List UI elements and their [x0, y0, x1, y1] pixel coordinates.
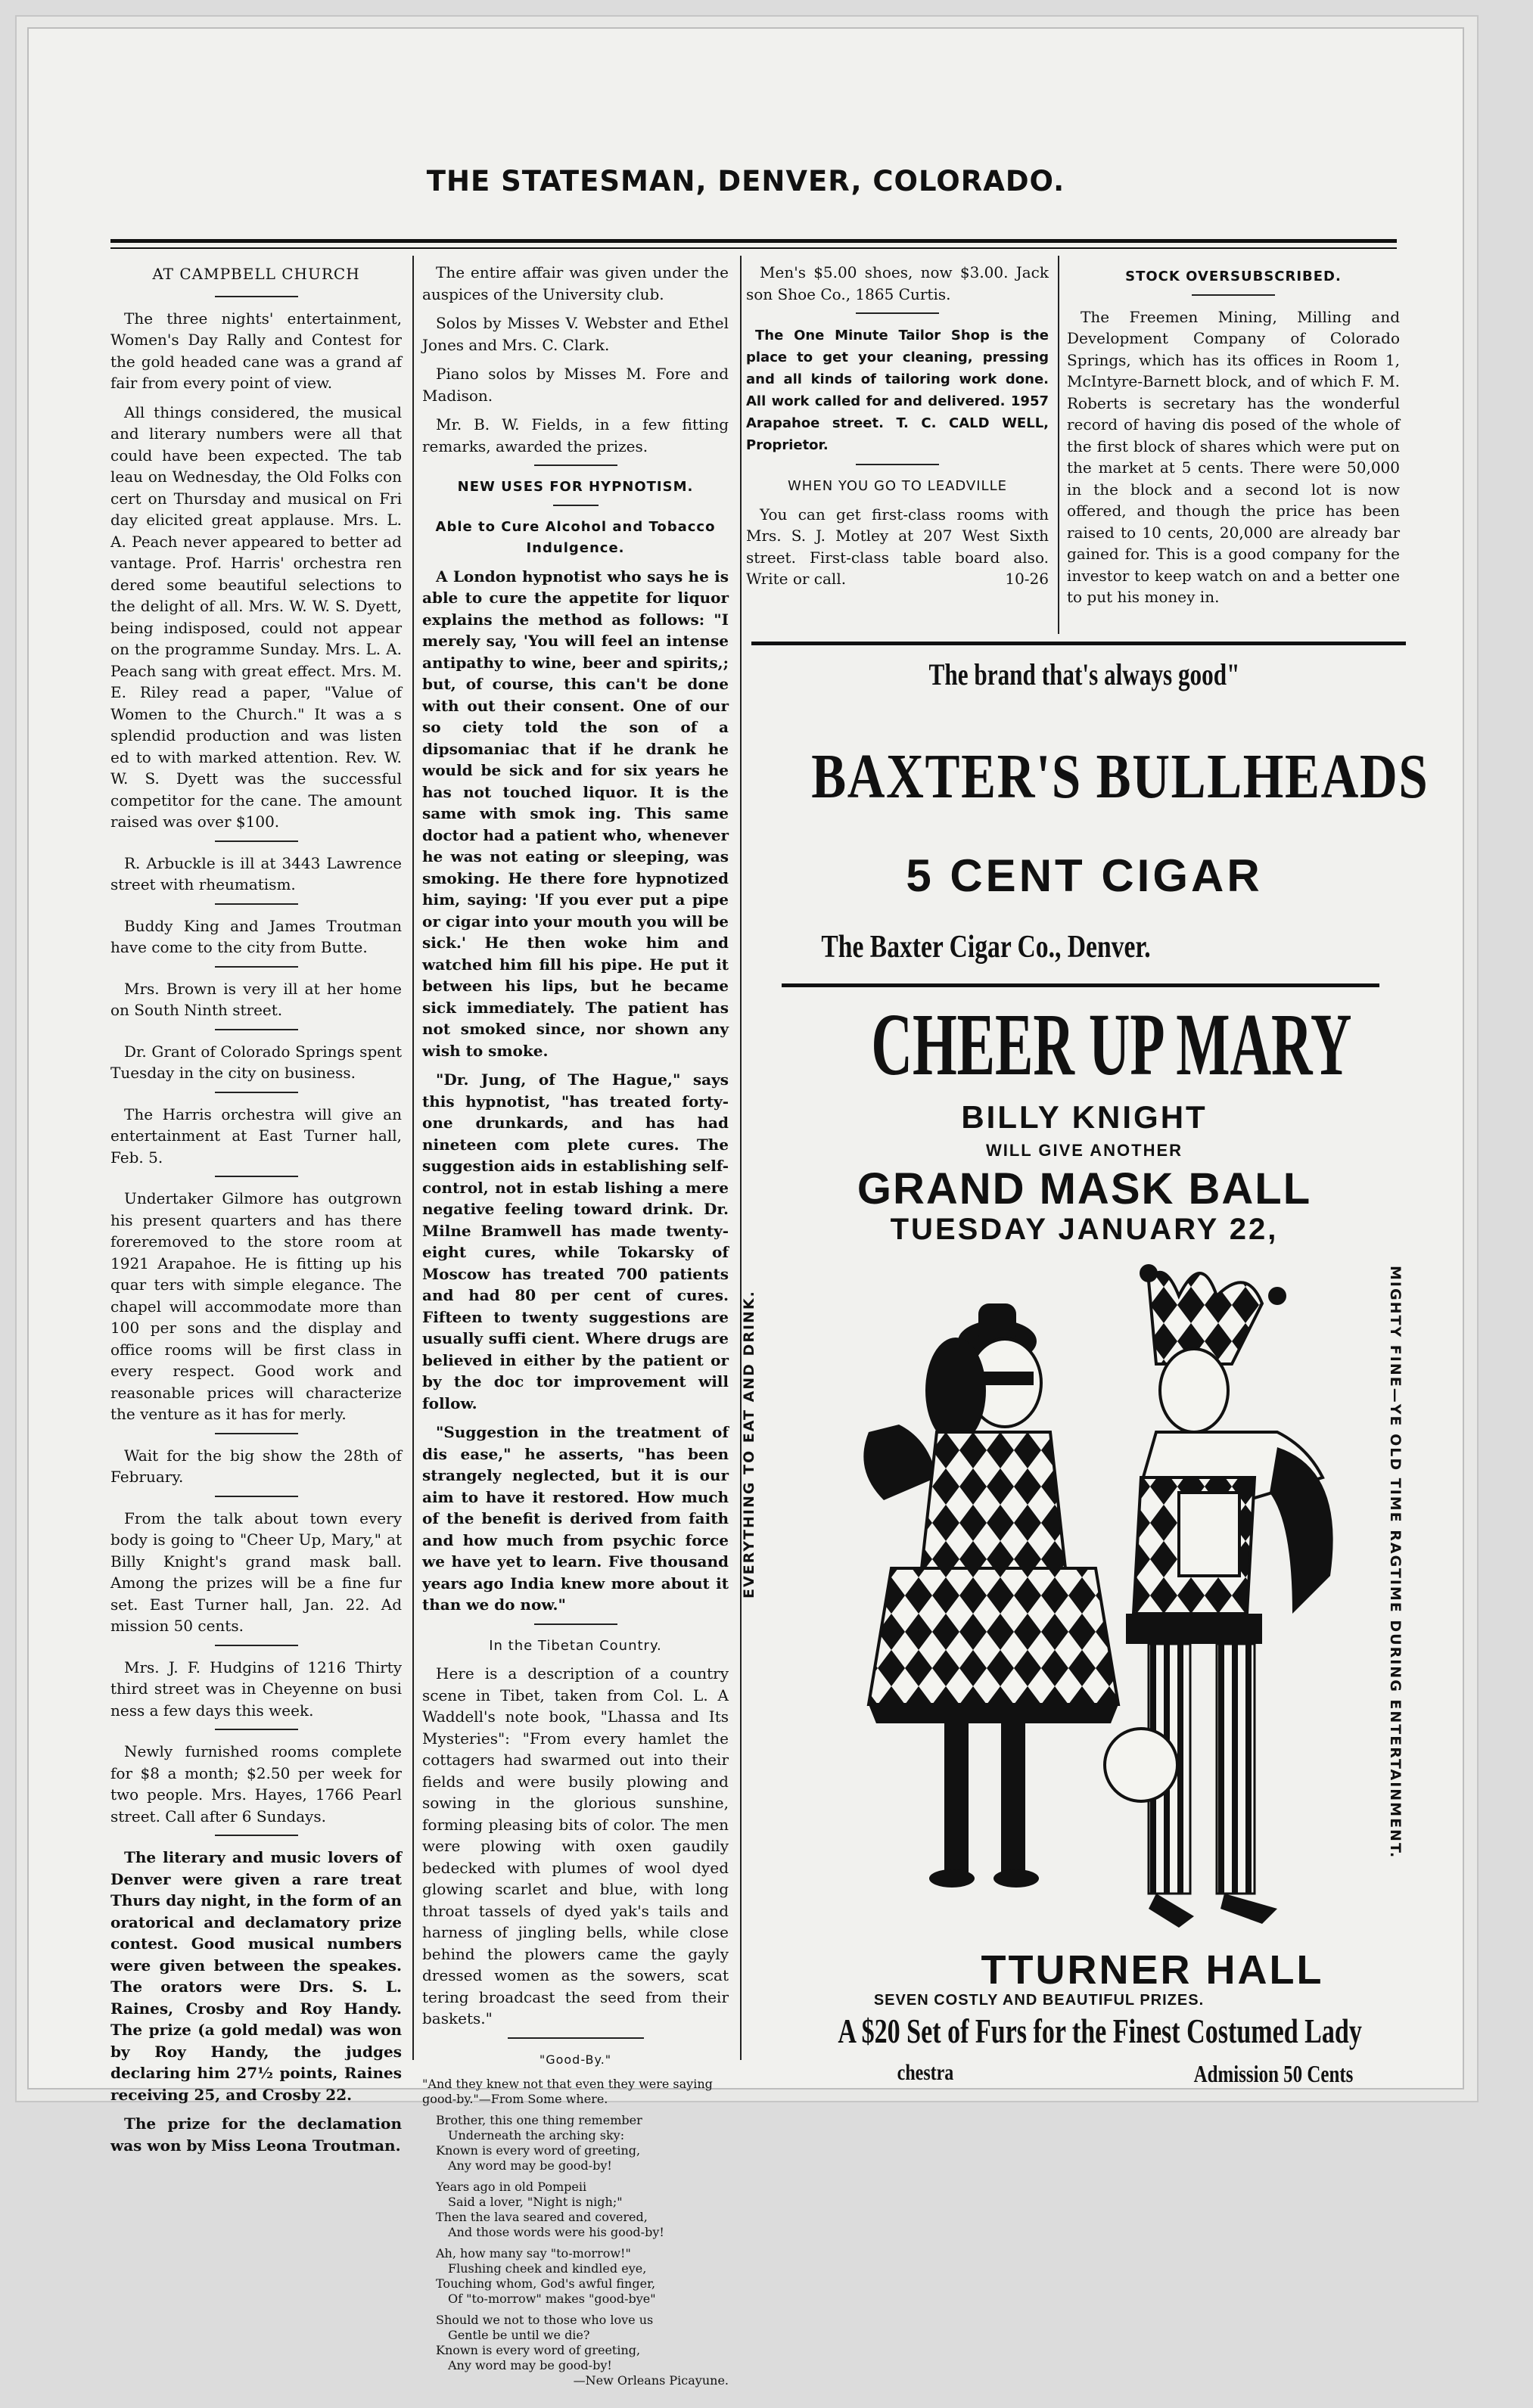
paragraph: The literary and music lovers of Denver were given a rare treat Thurs day night, in the form of an oratorical and declamatory prize contest. Good musical numbers were given between the speakes. The orators were Drs. S. L. Raines, Crosby and Roy Handy. The prize (a gold medal) was won by Roy Handy, the judges declaring him 27½ points, Raines receiving 25, and Crosby 22.	[110, 1848, 402, 2104]
ad-rule	[782, 983, 1379, 987]
column-4	[1067, 262, 1400, 616]
poem-source: —New Orleans Picayune.	[573, 2373, 729, 2388]
paragraph: Mr. B. W. Fields, in a few fitting remarks, awarded the prizes.	[422, 415, 729, 455]
column-1	[110, 262, 402, 2164]
poem-line: And those words were his good-by!	[448, 2225, 664, 2239]
separator	[215, 1029, 298, 1030]
paragraph: Newly furnished rooms complete for $8 a month; $2.50 per week for two people. Mrs. Hayes, 1766 Pearl street. Call after 6 Sundays.	[110, 1742, 402, 1825]
column-rule-1	[412, 256, 414, 2060]
separator	[215, 1496, 298, 1497]
poem-line: Gentle be until we die?	[448, 2328, 590, 2342]
ad-orchestra: chestra	[897, 2060, 954, 2085]
separator	[856, 464, 939, 465]
paragraph: Mrs. Brown is very ill at her home on South Ninth street.	[110, 979, 402, 1019]
paragraph: Dr. Grant of Colorado Springs spent Tuesday in the city on business.	[110, 1042, 402, 1082]
paragraph: R. Arbuckle is ill at 3443 Lawrence street with rheumatism.	[110, 853, 402, 893]
cigar-tagline: The brand that's always good"	[928, 657, 1240, 691]
separator	[215, 1433, 298, 1434]
separator	[215, 1835, 298, 1836]
article-heading: STOCK OVERSUBSCRIBED.	[1125, 269, 1342, 284]
article-heading: WHEN YOU GO TO LEADVILLE	[787, 478, 1007, 494]
poem-stanza	[422, 2313, 729, 2388]
paragraph: The three nights' entertainment, Women's Day Rally and Contest for the gold headed cane was a grand af fair from every point of view.	[110, 309, 402, 392]
column-3	[746, 262, 1049, 598]
separator	[215, 1729, 298, 1730]
paragraph: All things considered, the musical and literary numbers were all that could have been expected. The tab leau on Wednesday, the Old Folks con cert on Thursday and musical on Fri day elicited great applause. Mrs. L. A. Peach never appeared to better ad vantage. Prof. Harris' orchestra ren dered some beautiful selections to the delight of all. Mrs. W. W. S. Dyett, being indisposed, could not appear on the programme Sunday. Mrs. L. A. Peach sang with great effect. Mrs. M. E. Riley read a paper, "Value of Women to the Church." It was a s splendid production and was listen ed to with marked attention. Rev. W. W. S. Dyett was the successful competitor for the cane. The amount raised was over $100.	[110, 402, 402, 831]
separator	[215, 1092, 298, 1093]
separator	[215, 903, 298, 905]
poem-line: Brother, this one thing remember	[436, 2113, 642, 2127]
paragraph: Wait for the big show the 28th of February.	[110, 1446, 402, 1486]
separator	[215, 1176, 298, 1177]
vertical-right-text: MIGHTY FINE—YE OLD TIME RAGTIME DURING ENTERTAINMENT.	[1387, 1266, 1404, 1860]
masthead-rule-thin	[110, 247, 1397, 249]
poem-title: "Good-By."	[539, 2052, 612, 2067]
column-rule-2	[740, 256, 742, 2060]
paragraph: Undertaker Gilmore has outgrown his present quarters and has there foreremoved to the store room at 1921 Arapahoe. He is fitting up his quar ters with simple elegance. The chapel will accommodate more than 100 per sons and the display and office rooms will be first class in every respect. Good work and reasonable prices will characterize the venture as it has for merly.	[110, 1189, 402, 1423]
article-subheading: Able to Cure Alcohol and Tobacco Indulgence.	[435, 518, 716, 556]
separator	[215, 1645, 298, 1646]
paragraph: "Suggestion in the treatment of dis ease," he asserts, "has been strangely neglected, but it is our aim to have it restored. How much of the benefit is derived from faith and how much from psychic force we have yet to learn. Five thousand years ago India knew more about it than we do now."	[422, 1423, 729, 1614]
ad-host: BILLY KNIGHT	[961, 1099, 1208, 1135]
poem-line: Years ago in old Pompeii	[436, 2180, 587, 2194]
separator	[553, 505, 599, 506]
poem-line: Then the lava seared and covered,	[436, 2210, 648, 2224]
separator	[215, 840, 298, 842]
ad-event: GRAND MASK BALL	[857, 1164, 1312, 1213]
cigar-product: 5 CENT CIGAR	[906, 850, 1263, 901]
poem-line: Should we not to those who love us	[436, 2313, 654, 2327]
poem-line: Said a lover, "Night is nigh;"	[448, 2195, 623, 2209]
paragraph: Solos by Misses V. Webster and Ethel Jones and Mrs. C. Clark.	[422, 314, 729, 354]
poem-line: Any word may be good-by!	[448, 2358, 612, 2372]
poem-line: Underneath the arching sky:	[448, 2128, 625, 2142]
poem-line: Known is every word of greeting,	[436, 2343, 641, 2357]
paragraph: From the talk about town every body is going to "Cheer Up, Mary," at Billy Knight's grand mask ball. Among the prizes will be a fine fur set. East Turner hall, Jan. 22. Ad mission 50 cents.	[110, 1508, 402, 1635]
poem-epigraph: "And they knew not that even they were saying good-by."—From Some where.	[422, 2077, 713, 2106]
ad-rule	[751, 642, 1406, 645]
cigar-maker: The Baxter Cigar Co., Denver.	[821, 930, 1151, 965]
newspaper-page	[29, 29, 1463, 2388]
separator	[215, 296, 298, 297]
poem-line: Flushing cheek and kindled eye,	[448, 2261, 647, 2276]
mask-ball-advertisement	[741, 993, 1417, 2408]
ad-title: CHEER UP MARY	[871, 995, 1352, 1094]
leadville-text: You can get first-class rooms with Mrs. S. J. Motley at 207 West Sixth street. First-class table board also. Write or call.	[746, 505, 1049, 588]
paragraph: The Freemen Mining, Milling and Development Company of Colorado Springs, which has its offices in Room 1, McIntyre-Barnett block, and of which F. M. Roberts is secretary has the wonderful record of having dis posed of the whole of the first block of shares which were put on the market at 5 cents. There were 50,000 in the block and a second lot is now offered, and though the price has been raised to 10 cents, 20,000 are already bar gained for. This is a good company for the investor to keep watch on and a better one to put his money in.	[1067, 307, 1400, 606]
article-heading: AT CAMPBELL CHURCH	[152, 265, 360, 283]
paragraph	[746, 504, 1049, 590]
harlequin-illustration	[823, 1251, 1353, 1977]
ad-furs: A $20 Set of Furs for the Finest Costumed Lady	[838, 2012, 1362, 2050]
ad-venue: TTURNER HALL	[981, 1947, 1324, 1993]
poem-stanza	[422, 2113, 729, 2173]
tailor-notice: The One Minute Tailor Shop is the place to get your cleaning, pressing and all kinds of tailoring work done. All work called for and delivered. 1957 Arapahoe street. T. C. CALD WELL, Proprietor.	[746, 328, 1049, 453]
paragraph: Men's $5.00 shoes, now $3.00. Jack son Shoe Co., 1865 Curtis.	[746, 263, 1049, 303]
paragraph: Buddy King and James Troutman have come to the city from Butte.	[110, 916, 402, 956]
article-heading: In the Tibetan Country.	[489, 1637, 662, 1654]
poem-line: Known is every word of greeting,	[436, 2143, 641, 2158]
paragraph: Here is a description of a country scene in Tibet, taken from Col. L. A Waddell's note book, "Lhassa and Its Mysteries": "From every hamlet the cottagers had swarmed out into their fields and were busily plowing and sowing in the glorious sunshine, forming pleasing bits of color. The men were plowing with oxen gaudily bedecked with plumes of wool dyed glowing scarlet and blue, with long throat tassels of dyed yak's tails and harness of jingling bells, while close behind the plowers came the gayly dressed women as the sowers, scat tering broadcast the seed from their baskets."	[422, 1664, 729, 2027]
poem-stanza	[422, 2246, 729, 2307]
ad-date: TUESDAY JANUARY 22,	[890, 1213, 1279, 1246]
vertical-left-text: EVERYTHING TO EAT AND DRINK.	[741, 1290, 757, 1599]
separator	[534, 465, 617, 466]
woman-figure	[863, 1303, 1118, 1888]
paragraph: The entire affair was given under the auspices of the University club.	[422, 263, 729, 303]
separator	[215, 966, 298, 968]
paragraph: Mrs. J. F. Hudgins of 1216 Thirty third street was in Cheyenne on busi ness a few days this week.	[110, 1658, 402, 1720]
paragraph: The Harris orchestra will give an entertainment at East Turner hall, Feb. 5.	[110, 1105, 402, 1167]
jester-figure	[1105, 1264, 1333, 1928]
paragraph: A London hypnotist who says he is able to cure the appetite for liquor explains the method as follows: "I merely say, 'You will feel an intense antipathy to wine, beer and spirits,; but, of course, this can't be done with out their consent. One of our so ciety told the son of a dipsomaniac that if he drank he would be sick and for six years he has not touched liquor. It is the same with smok ing. This same doctor had a patient who, whenever he was not eating or sleeping, was smoking. He there fore hypnotized him, saying: 'If you ever put a pipe or cigar into your mouth you will be sick.' He then woke him and watched him fill his pipe. He put it between his lips, but he became sick immediately. The patient has not smoked since, nor shown any wish to smoke.	[422, 567, 729, 1060]
poem-line: Of "to-morrow" makes "good-bye"	[448, 2291, 656, 2306]
ad-subline: WILL GIVE ANOTHER	[985, 1141, 1183, 1160]
paragraph: The prize for the declamation was won by Miss Leona Troutman.	[110, 2114, 402, 2155]
poem-line: Ah, how many say "to-morrow!"	[436, 2246, 631, 2260]
masthead: THE STATESMAN, DENVER, COLORADO.	[426, 165, 1065, 197]
ad-prizes: SEVEN COSTLY AND BEAUTIFUL PRIZES.	[873, 1992, 1205, 2009]
column-rule-3	[1058, 256, 1059, 634]
separator	[856, 312, 939, 314]
paragraph: "Dr. Jung, of The Hague," says this hypnotist, "has treated forty-one drunkards, and has had nineteen com plete cures. The suggestion aids in establishing self-control, not in estab lishing a mere negative feeling toward drink. Dr. Milne Bramwell has made twenty-eight cures, while Tokarsky of Moscow has treated 700 patients and had 80 per cent of cures. Fifteen to twenty suggestions are usually suffi cient. Where drugs are believed in either by the patient or by the doc tor improvement will follow.	[422, 1070, 729, 1412]
poem-stanza	[422, 2180, 729, 2240]
notice-tag: 10-26	[1005, 570, 1049, 588]
separator	[534, 1623, 617, 1625]
cigar-brand: BAXTER'S BULLHEADS	[811, 741, 1429, 812]
paragraph: Piano solos by Misses M. Fore and Madison.	[422, 365, 729, 405]
separator	[1192, 294, 1275, 296]
poem	[422, 2077, 729, 2388]
article-heading: NEW USES FOR HYPNOTISM.	[457, 479, 694, 495]
separator	[508, 2037, 644, 2039]
masthead-rule	[110, 239, 1397, 243]
ad-admission: Admission 50 Cents	[1193, 2060, 1354, 2087]
poem-line: Any word may be good-by!	[448, 2158, 612, 2173]
poem-line: Touching whom, God's awful finger,	[436, 2276, 656, 2291]
